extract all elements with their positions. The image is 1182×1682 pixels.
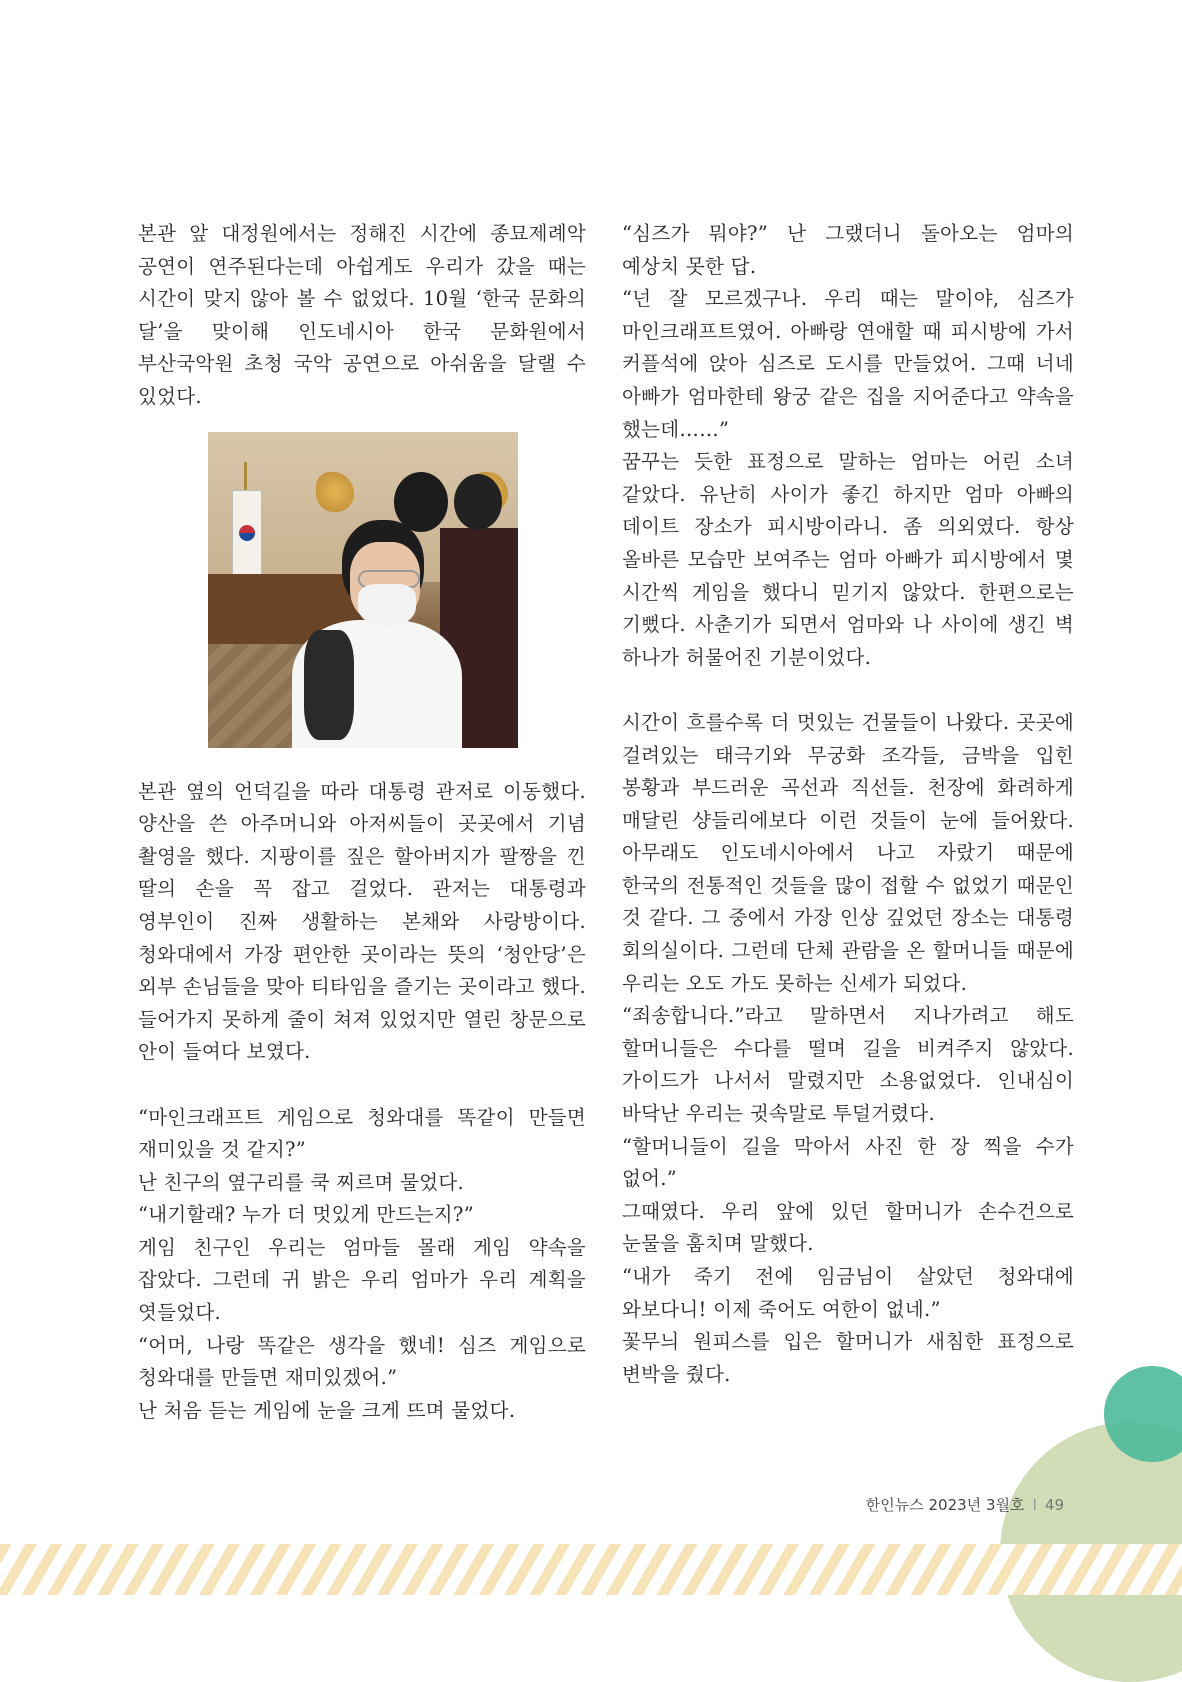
paragraph: 본관 앞 대정원에서는 정해진 시간에 종묘제례악 공연이 연주된다는데 아쉽게도 우리가 갔을 때는 시간이 맞지 않아 볼 수 없었다. 10월 ‘한국 문화의 달’을 맞이해 인도네시아 한국 문화원에서 부산국악원 초청 국악 공연으로 아쉬움을 달랠 수 있었다. — [138, 222, 586, 408]
paragraph: 난 친구의 옆구리를 쿡 찌르며 물었다. — [138, 1170, 465, 1194]
photo-boys-at-cheongwadae — [208, 432, 518, 748]
paragraph: 시간이 흐를수록 더 멋있는 건물들이 나왔다. 곳곳에 걸려있는 태극기와 무궁화 조각들, 금박을 입힌 봉황과 부드러운 곡선과 직선들. 천장에 화려하게 매달린 샹들리에보다 이런 것들이 눈에 들어왔다. 아무래도 인도네시아에서 나고 자랐기 때문에 한국의 전통적인 것들을 많이 접할 수 없었기 때문인 것 같다. 그 중에서 가장 인상 깊었던 장소는 대통령 회의실이다. 그런데 단체 관람을 온 할머니들 때문에 우리는 오도 가도 못하는 신세가 되었다. — [622, 710, 1074, 995]
footer-separator: I — [1032, 1496, 1037, 1514]
paragraph: “내기할래? 누가 더 멋있게 만드는지?” — [138, 1203, 474, 1227]
page-number: 49 — [1044, 1496, 1064, 1514]
paragraph: 꿈꾸는 듯한 표정으로 말하는 엄마는 어린 소녀 같았다. 유난히 사이가 좋긴 하지만 엄마 아빠의 데이트 장소가 피시방이라니. 좀 의외였다. 항상 올바른 모습만 보여주는 엄마 아빠가 피시방에서 몇 시간씩 게임을 했다니 믿기지 않았다. 한편으로는 기뻤다. 사춘기가 되면서 엄마와 나 사이에 생긴 벽 하나가 허물어진 기분이었다. — [622, 450, 1074, 669]
decorative-stripe-band — [0, 1544, 1182, 1595]
paragraph: 본관 옆의 언덕길을 따라 대통령 관저로 이동했다. 양산을 쓴 아주머니와 아저씨들이 곳곳에서 기념 촬영을 했다. 지팡이를 짚은 할아버지가 팔짱을 낀 딸의 손을 꼭 잡고 걸었다. 관저는 대통령과 영부인이 진짜 생활하는 본채와 사랑방이다. 청와대에서 가장 편안한 곳이라는 뜻의 ‘청안당’은 외부 손님들을 맞아 티타임을 즐기는 곳이라고 했다. 들어가지 못하게 줄이 쳐져 있었지만 열린 창문으로 안이 들여다 보였다. — [138, 779, 586, 1064]
paragraph: 게임 친구인 우리는 엄마들 몰래 게임 약속을 잡았다. 그런데 귀 밝은 우리 엄마가 우리 계획을 엿들었다. — [138, 1235, 586, 1325]
paragraph: “할머니들이 길을 막아서 사진 한 장 찍을 수가 없어.” — [622, 1134, 1074, 1191]
left-column — [138, 218, 586, 1427]
paragraph: “내가 죽기 전에 임금님이 살았던 청와대에 와보다니! 이제 죽어도 여한이 없네.” — [622, 1265, 1074, 1321]
page-footer — [866, 1494, 1064, 1515]
paragraph: 그때였다. 우리 앞에 있던 할머니가 손수건으로 눈물을 훔치며 말했다. — [622, 1199, 1074, 1256]
paragraph: “죄송합니다.”라고 말하면서 지나가려고 해도 할머니들은 수다를 떨며 길을 비켜주지 않았다. 가이드가 나서서 말렸지만 소용없었다. 인내심이 바닥난 우리는 귓속말로 투덜거렸다. — [622, 1004, 1074, 1126]
paragraph: “심즈가 뭐야?” 난 그랬더니 돌아오는 엄마의 예상치 못한 답. — [622, 222, 1074, 278]
paragraph: 난 처음 듣는 게임에 눈을 크게 뜨며 물었다. — [138, 1398, 516, 1422]
taegukgi-flag-icon — [232, 490, 262, 582]
paragraph: “마인크래프트 게임으로 청와대를 똑같이 만들면 재미있을 것 같지?” — [138, 1105, 586, 1162]
paragraph: “넌 잘 모르겠구나. 우리 때는 말이야, 심즈가 마인크래프트였어. 아빠랑 연애할 때 피시방에 가서 커플석에 앉아 심즈로 도시를 만들었어. 그때 너네 아빠가 엄마한테 왕궁 같은 집을 지어준다고 약속을 했는데……” — [622, 287, 1074, 441]
paragraph: “어머, 나랑 똑같은 생각을 했네! 심즈 게임으로 청와대를 만들면 재미있겠어.” — [138, 1333, 586, 1390]
publication-title: 한인뉴스 2023년 3월호 — [865, 1496, 1025, 1514]
right-column — [622, 218, 1074, 1391]
paragraph: 꽃무늬 원피스를 입은 할머니가 새침한 표정으로 변박을 줬다. — [622, 1330, 1074, 1386]
